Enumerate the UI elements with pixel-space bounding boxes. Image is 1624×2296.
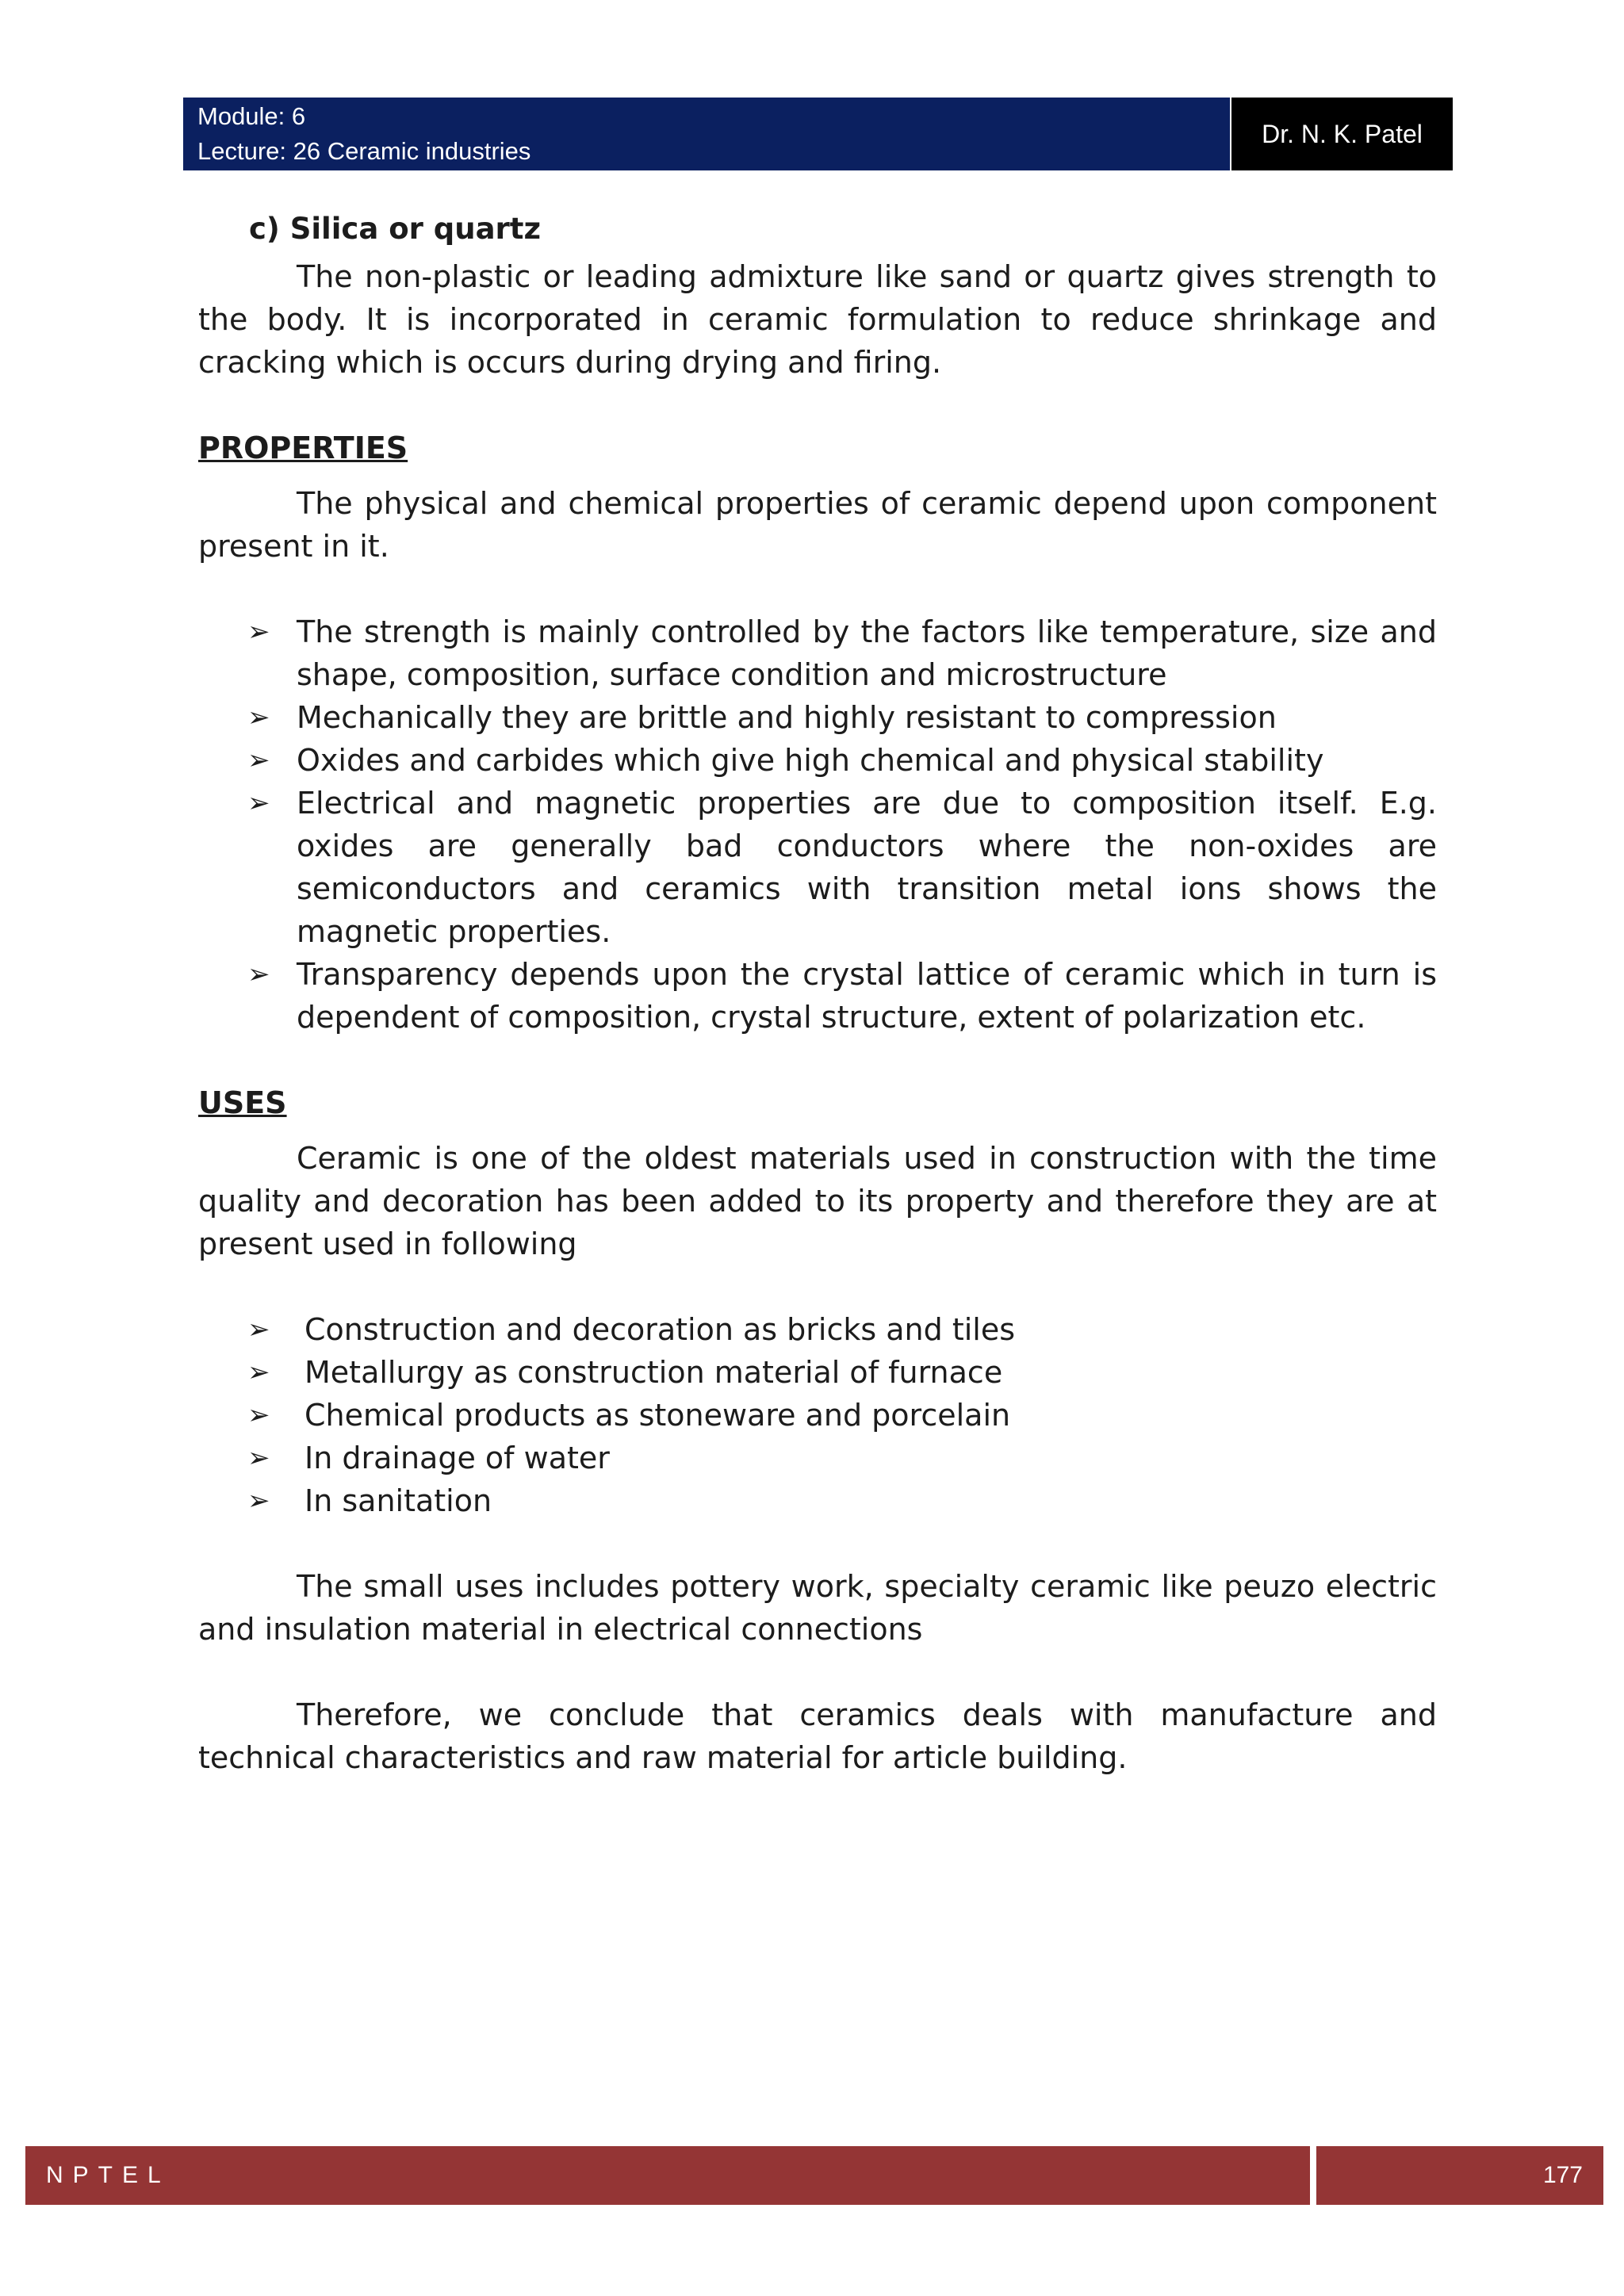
arrow-bullet-icon: ➢ (247, 744, 270, 776)
list-item: ➢ Metallurgy as construction material of furnace (198, 1351, 1437, 1394)
module-label: Module: 6 (197, 102, 306, 130)
list-item: ➢ In sanitation (198, 1479, 1437, 1522)
uses-heading: USES (198, 1085, 287, 1120)
page-content (198, 208, 1437, 1779)
author-label: Dr. N. K. Patel (1262, 119, 1423, 148)
properties-heading: PROPERTIES (198, 430, 408, 465)
header-module-lecture (183, 98, 1230, 170)
footer-brand-bar (25, 2146, 1310, 2205)
section-c-paragraph: The non-plastic or leading admixture like sand or quartz gives strength to the body. It is incorporated in ceramic formulation to reduce shrinkage and cracking which is occurs during drying and firing. (198, 259, 1437, 380)
list-item: ➢ Mechanically they are brittle and highly resistant to compression (198, 696, 1437, 739)
uses-list (198, 1308, 1437, 1522)
list-item: ➢ Electrical and magnetic properties are due to composition itself. E.g. oxides are generally bad conductors where the non-oxides are semiconductors and ceramics with transition metal ions shows the magnetic properties. (198, 782, 1437, 953)
list-item: ➢ Transparency depends upon the crystal lattice of ceramic which in turn is dependent of composition, crystal structure, extent of polarization etc. (198, 953, 1437, 1039)
header-author (1231, 98, 1453, 170)
arrow-bullet-icon: ➢ (247, 787, 270, 819)
arrow-bullet-icon: ➢ (247, 1314, 270, 1345)
arrow-bullet-icon: ➢ (247, 1357, 270, 1388)
list-item: ➢ In drainage of water (198, 1437, 1437, 1479)
arrow-bullet-icon: ➢ (247, 1399, 270, 1431)
lecture-label: Lecture: 26 Ceramic industries (197, 137, 531, 165)
page-number: 177 (1542, 2162, 1583, 2188)
list-item: ➢ Oxides and carbides which give high chemical and physical stability (198, 739, 1437, 782)
section-c-title: c) Silica or quartz (249, 212, 542, 246)
list-item: ➢ Chemical products as stoneware and porcelain (198, 1394, 1437, 1437)
properties-intro: The physical and chemical properties of ceramic depend upon component present in it. (198, 486, 1437, 564)
footer-page-bar (1316, 2146, 1603, 2205)
arrow-bullet-icon: ➢ (247, 616, 270, 648)
conclusion-paragraph: Therefore, we conclude that ceramics deals with manufacture and technical characteristics and raw material for article building. (198, 1697, 1437, 1775)
uses-intro: Ceramic is one of the oldest materials used in construction with the time quality and decoration has been added to its property and therefore they are at present used in following (198, 1141, 1437, 1261)
arrow-bullet-icon: ➢ (247, 959, 270, 990)
properties-list (198, 610, 1437, 1039)
small-uses-paragraph: The small uses includes pottery work, specialty ceramic like peuzo electric and insulation material in electrical connections (198, 1569, 1437, 1647)
arrow-bullet-icon: ➢ (247, 1485, 270, 1517)
list-item: ➢ The strength is mainly controlled by the factors like temperature, size and shape, composition, surface condition and microstructure (198, 610, 1437, 696)
footer-brand: NPTEL (46, 2162, 170, 2188)
list-item: ➢ Construction and decoration as bricks and tiles (198, 1308, 1437, 1351)
arrow-bullet-icon: ➢ (247, 1442, 270, 1474)
arrow-bullet-icon: ➢ (247, 702, 270, 733)
